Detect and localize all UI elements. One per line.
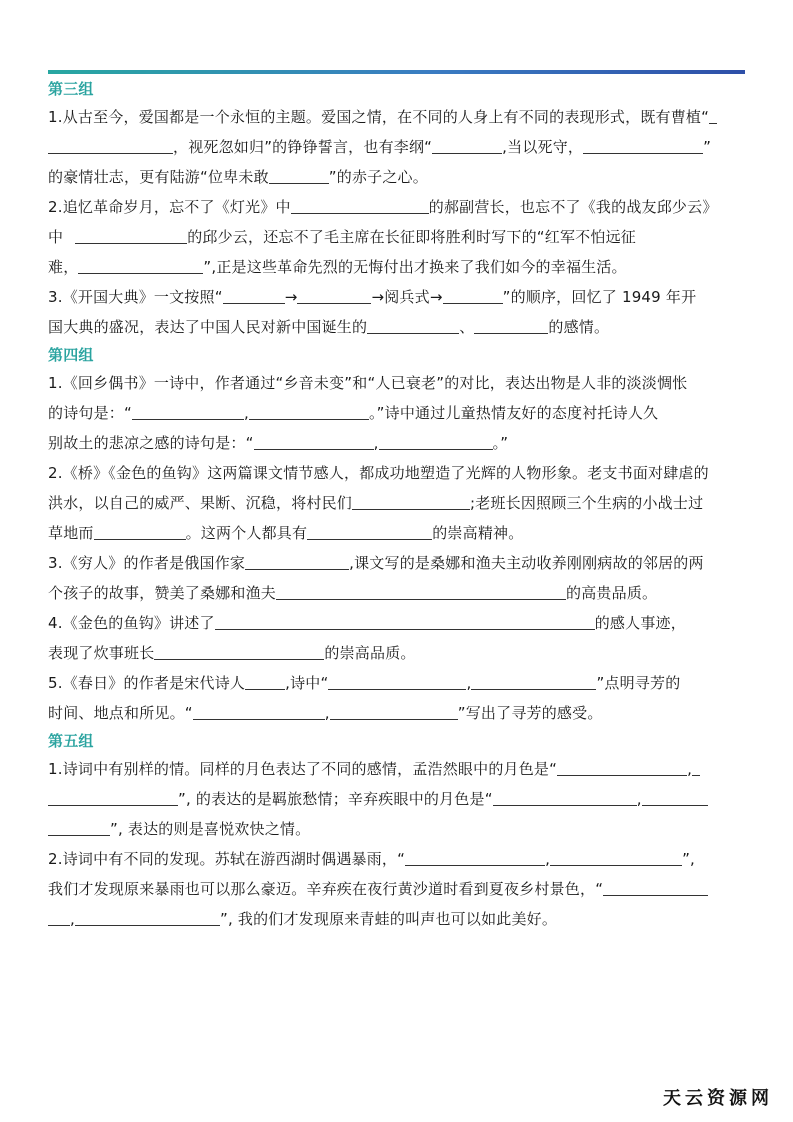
group-4-title: 第四组 (48, 346, 94, 364)
g3-q2-blank-1[interactable] (291, 195, 429, 214)
g5-question-1 (48, 754, 748, 844)
g4-q5-blank-3[interactable] (471, 671, 596, 690)
g5-q1-text-e: ”, 表达的则是喜悦欢快之情。 (110, 820, 311, 838)
g3-q2-blank-2[interactable] (75, 225, 187, 244)
g3-q2-text-f: ”,正是这些革命先烈的无悔付出才换来了我们如今的幸福生活。 (203, 258, 627, 276)
g4-q3-blank-1[interactable] (245, 551, 349, 570)
g4-question-5 (48, 668, 748, 728)
g5-q1-text-d: , (636, 790, 642, 808)
g4-q1-blank-3[interactable] (254, 431, 374, 450)
g5-q1-blank-3[interactable] (493, 787, 637, 806)
g5-q1-blank-2a[interactable] (692, 757, 700, 776)
site-brand-watermark: 天云资源网 (663, 1088, 773, 1109)
g3-q3-blank-3[interactable] (443, 285, 503, 304)
g4-question-1 (48, 368, 748, 458)
g4-q5-blank-1[interactable] (245, 671, 285, 690)
g4-q3-text-c: 个孩子的故事，赞美了桑娜和渔夫 (48, 584, 277, 602)
g4-question-2 (48, 458, 748, 548)
g4-q2-text-f: 的崇高精神。 (432, 524, 524, 542)
g5-q1-text-a: 1.诗词中有别样的情。同样的月色表达了不同的感情，孟浩然眼中的月色是“ (48, 760, 558, 778)
g5-q2-blank-3b[interactable] (48, 907, 70, 926)
g3-q2-text-a: 2.追忆革命岁月，忘不了《灯光》中 (48, 198, 291, 216)
g3-q3-blank-1[interactable] (223, 285, 285, 304)
g4-q2-blank-2[interactable] (94, 521, 186, 540)
g3-q1-blank-2[interactable] (432, 135, 502, 154)
g4-q4-blank-2[interactable] (154, 641, 324, 660)
g4-q3-text-a: 3.《穷人》的作者是俄国作家 (48, 554, 246, 572)
g4-q1-text-a: 1.《回乡偶书》一诗中，作者通过“乡音未变”和“人已衰老”的对比，表达出物是人非的淡淡惆怅 (48, 374, 688, 392)
worksheet-body (48, 76, 748, 934)
g3-q3-text-d: ”的顺序，回忆了 1949 年开 (502, 288, 697, 306)
g5-q1-blank-4a[interactable] (642, 787, 708, 806)
g3-q2-blank-3[interactable] (78, 255, 203, 274)
g3-q2-text-b: 的郝副营长，也忘不了《我的战友邱少云》 (428, 198, 718, 216)
g3-q1-blank-1a[interactable] (709, 105, 717, 124)
g5-q2-text-e: , (70, 910, 75, 928)
g5-q2-blank-2[interactable] (550, 847, 682, 866)
g3-q3-blank-5[interactable] (474, 315, 548, 334)
g4-q5-text-a: 5.《春日》的作者是宋代诗人 (48, 674, 246, 692)
g3-q2-text-c: 中 (48, 228, 64, 246)
g4-q5-text-e: 时间、地点和所见。“ (48, 704, 193, 722)
g4-q4-text-c: 表现了炊事班长 (48, 644, 155, 662)
g5-q2-blank-1[interactable] (405, 847, 545, 866)
g3-q3-text-b: → (284, 288, 298, 306)
g4-q1-blank-2[interactable] (249, 401, 369, 420)
g4-q1-text-e: 别故土的悲凉之感的诗句是：“ (48, 434, 254, 452)
g5-q1-blank-1[interactable] (557, 757, 687, 776)
g3-q3-text-c: →阅兵式→ (371, 288, 443, 306)
g5-q2-text-b: , (545, 850, 551, 868)
g3-q3-blank-2[interactable] (297, 285, 371, 304)
group-5-title: 第五组 (48, 732, 94, 750)
g4-q2-text-a: 2.《桥》《金色的鱼钩》这两篇课文情节感人，都成功地塑造了光辉的人物形象。老支书面对肆虐的 (48, 464, 709, 482)
g3-q3-text-g: 的感情。 (548, 318, 610, 336)
group-3-title: 第三组 (48, 80, 94, 98)
g5-q2-blank-4[interactable] (75, 907, 220, 926)
g3-q2-text-e: 难， (48, 258, 79, 276)
g5-q1-blank-2b[interactable] (48, 787, 178, 806)
g3-q3-blank-4[interactable] (367, 315, 459, 334)
g3-question-1 (48, 102, 748, 192)
header-rule (48, 70, 745, 74)
g4-q5-blank-4[interactable] (193, 701, 325, 720)
g3-q1-text-f: ”的赤子之心。 (328, 168, 428, 186)
g4-q5-blank-2[interactable] (328, 671, 466, 690)
g4-question-4 (48, 608, 748, 668)
g3-q1-text-a: 1.从古至今，爱国都是一个永恒的主题。爱国之情，在不同的人身上有不同的表现形式，既有曹植“ (48, 108, 710, 126)
g3-q2-text-d: 的邱少云，还忘不了毛主席在长征即将胜利时写下的“红军不怕远征 (187, 228, 636, 246)
g4-q5-text-g: ”写出了寻芳的感受。 (457, 704, 603, 722)
g4-q1-text-f: , (373, 434, 379, 452)
g4-q1-blank-1[interactable] (132, 401, 244, 420)
g3-q1-text-e: 的豪情壮志，更有陆游“位卑未敢 (48, 168, 269, 186)
g3-q1-text-c: ,当以死守， (502, 138, 584, 156)
g5-q1-text-b: , (687, 760, 693, 778)
g3-question-3 (48, 282, 748, 342)
g3-q3-text-e: 国大典的盛况，表达了中国人民对新中国诞生的 (48, 318, 368, 336)
g5-question-2 (48, 844, 748, 934)
g4-q5-text-c: , (466, 674, 472, 692)
g3-q1-text-b: ，视死忽如归”的铮铮誓言，也有李纲“ (173, 138, 433, 156)
g5-q1-blank-4b[interactable] (48, 817, 110, 836)
g5-q2-text-c: ”, (682, 850, 696, 868)
g3-q3-text-f: 、 (459, 318, 475, 336)
g4-q2-text-b: 洪水，以自己的威严、果断、沉稳，将村民们 (48, 494, 353, 512)
g4-q4-blank-1[interactable] (215, 611, 595, 630)
g3-question-2 (48, 192, 748, 282)
g4-q2-blank-1[interactable] (352, 491, 470, 510)
g4-q1-text-b: 的诗句是：“ (48, 404, 132, 422)
g3-q1-text-d: ” (703, 138, 712, 156)
g5-q2-blank-3a[interactable] (603, 877, 708, 896)
g4-q2-text-c: ;老班长因照顾三个生病的小战士过 (470, 494, 704, 512)
g4-q1-text-c: , (243, 404, 249, 422)
g4-q1-text-g: 。” (492, 434, 509, 452)
g4-q2-text-e: 。这两个人都具有 (185, 524, 308, 542)
g3-q1-blank-4[interactable] (269, 165, 329, 184)
g3-q3-text-a: 3.《开国大典》一文按照“ (48, 288, 223, 306)
g4-q2-blank-3[interactable] (307, 521, 432, 540)
g4-q2-text-d: 草地而 (48, 524, 94, 542)
g4-q5-text-b: ,诗中“ (285, 674, 329, 692)
g4-q4-text-a: 4.《金色的鱼钩》讲述了 (48, 614, 215, 632)
g5-q1-text-c: ”, 的表达的是羁旅愁情；辛弃疾眼中的月色是“ (178, 790, 493, 808)
g4-question-3 (48, 548, 748, 608)
g4-q5-text-d: ”点明寻芳的 (596, 674, 681, 692)
g4-q4-text-d: 的崇高品质。 (324, 644, 416, 662)
g3-q1-blank-3[interactable] (583, 135, 703, 154)
g3-q1-blank-1b[interactable] (48, 135, 173, 154)
g4-q1-text-d: 。”诗中通过儿童热情友好的态度衬托诗人久 (368, 404, 659, 422)
g4-q3-text-d: 的高贵品质。 (566, 584, 658, 602)
g5-q2-text-f: ”, 我的们才发现原来青蛙的叫声也可以如此美好。 (219, 910, 558, 928)
g4-q3-text-b: ,课文写的是桑娜和渔夫主动收养刚刚病故的邻居的两 (349, 554, 704, 572)
g4-q5-text-f: , (324, 704, 330, 722)
g4-q4-text-b: 的感人事迹， (594, 614, 686, 632)
g4-q3-blank-2[interactable] (276, 581, 566, 600)
g4-q1-blank-4[interactable] (379, 431, 493, 450)
g4-q5-blank-5[interactable] (330, 701, 458, 720)
g5-q2-text-a: 2.诗词中有不同的发现。苏轼在游西湖时偶遇暴雨，“ (48, 850, 406, 868)
g5-q2-text-d: 我们才发现原来暴雨也可以那么豪迈。辛弃疾在夜行黄沙道时看到夏夜乡村景色，“ (48, 880, 604, 898)
